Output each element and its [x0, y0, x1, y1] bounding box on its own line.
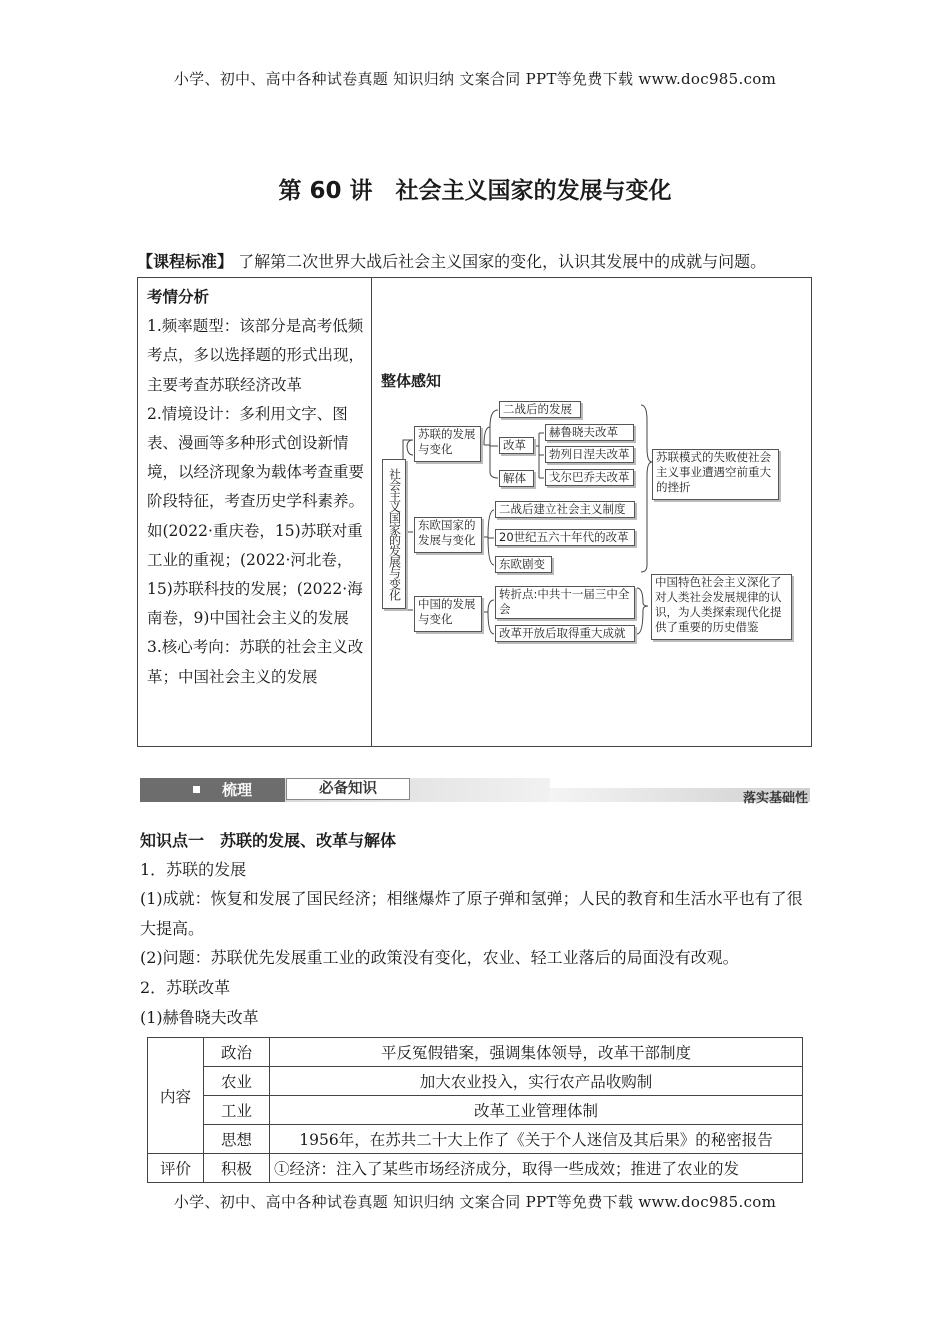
table-row — [148, 1125, 803, 1154]
table-row — [148, 1096, 803, 1125]
section-right-label: 落实基础性 — [742, 791, 808, 806]
mindmap-node: 赫鲁晓夫改革 — [545, 424, 634, 441]
bullet-icon — [193, 786, 200, 793]
course-standard-text: 了解第二次世界大战后社会主义国家的变化，认识其发展中的成就与问题。 — [238, 252, 767, 271]
table-group-cell: 评价 — [148, 1154, 204, 1183]
khrushchev-reform-table — [147, 1037, 803, 1183]
mindmap-node: 解体 — [499, 470, 534, 487]
mindmap-node: 二战后建立社会主义制度 — [495, 501, 635, 518]
mindmap-node: 改革 — [499, 437, 534, 454]
mindmap-node: 改革开放后取得重大成就 — [495, 625, 635, 642]
table-value-cell: 加大农业投入，实行农产品收购制 — [270, 1067, 803, 1096]
mindmap-node: 二战后的发展 — [499, 401, 581, 418]
table-row — [148, 1067, 803, 1096]
exam-analysis-item: 2.情境设计：多利用文字、图表、漫画等多种形式创设新情境，以经济现象为载体考查重要阶段特征，考查历史学科素养。如(2022·重庆卷，15)苏联对重工业的重视；(2022·河北卷，15)苏联科技的发展；(2022·海南卷，9)中国社会主义的发展 — [147, 404, 365, 628]
table-row — [148, 1154, 803, 1183]
mindmap-title: 整体感知 — [381, 372, 442, 390]
exam-analysis-item: 1.频率题型：该部分是高考低频考点，多以选择题的形式出现，主要考查苏联经济改革 — [147, 317, 365, 394]
table-key-cell: 思想 — [204, 1125, 270, 1154]
mindmap-branch-soviet: 苏联的发展与变化 — [414, 426, 481, 462]
section-label: 必备知识 — [286, 778, 410, 800]
heading-soviet-development: 1．苏联的发展 — [140, 860, 247, 879]
heading-khrushchev-reform: (1)赫鲁晓夫改革 — [140, 1008, 259, 1027]
course-standard-label: 【课程标准】 — [137, 252, 234, 271]
exam-analysis-item: 3.核心考向：苏联的社会主义改革；中国社会主义的发展 — [147, 638, 364, 686]
table-key-cell: 政治 — [204, 1038, 270, 1067]
paragraph-achievements: (1)成就：恢复和发展了国民经济；相继爆炸了原子弹和氢弹；人民的教育和生活水平也有了很大提高。 — [140, 889, 803, 938]
mindmap-node: 东欧剧变 — [495, 556, 552, 573]
table-row — [148, 1038, 803, 1067]
mindmap-branch-east-europe: 东欧国家的发展与变化 — [414, 517, 482, 553]
table-group-cell: 内容 — [148, 1038, 204, 1154]
table-value-cell: 平反冤假错案，强调集体领导，改革干部制度 — [270, 1038, 803, 1067]
section-bar — [140, 778, 810, 806]
table-value-cell: ①经济：注入了某些市场经济成分，取得一些成效；推进了农业的发 — [270, 1154, 803, 1183]
table-value-cell: 1956年，在苏共二十大上作了《关于个人迷信及其后果》的秘密报告 — [270, 1125, 803, 1154]
mindmap-branch-china: 中国的发展与变化 — [414, 596, 482, 632]
table-key-cell: 积极 — [204, 1154, 270, 1183]
mindmap-conclusion-china: 中国特色社会主义深化了对人类社会发展规律的认识，为人类探索现代化提供了重要的历史借鉴 — [651, 574, 792, 640]
heading-soviet-reform: 2．苏联改革 — [140, 978, 231, 997]
page-footer: 小学、初中、高中各种试卷真题 知识归纳 文案合同 PPT等免费下载 www.doc985.com — [0, 1191, 950, 1212]
page-header: 小学、初中、高中各种试卷真题 知识归纳 文案合同 PPT等免费下载 www.doc985.com — [173, 70, 777, 88]
mindmap-node: 戈尔巴乔夫改革 — [545, 469, 634, 486]
paragraph-problems: (2)问题：苏联优先发展重工业的政策没有变化，农业、轻工业落后的局面没有改观。 — [140, 948, 739, 967]
section-tag: 梳理 — [222, 781, 253, 799]
mindmap-conclusion-soviet: 苏联模式的失败使社会主义事业遭遇空前重大的挫折 — [652, 449, 779, 500]
mindmap-node: 转折点:中共十一届三中全会 — [495, 586, 635, 619]
mindmap-node: 20世纪五六十年代的改革 — [495, 529, 635, 546]
table-value-cell: 改革工业管理体制 — [270, 1096, 803, 1125]
mindmap-node: 勃列日涅夫改革 — [545, 446, 634, 463]
table-key-cell: 工业 — [204, 1096, 270, 1125]
table-key-cell: 农业 — [204, 1067, 270, 1096]
mindmap-root: 社会主义国家的发展与变化 — [382, 459, 406, 609]
exam-analysis-heading: 考情分析 — [147, 288, 210, 306]
page-title: 第 60 讲 社会主义国家的发展与变化 — [278, 178, 672, 204]
knowledge-point-title: 知识点一 苏联的发展、改革与解体 — [140, 831, 397, 850]
